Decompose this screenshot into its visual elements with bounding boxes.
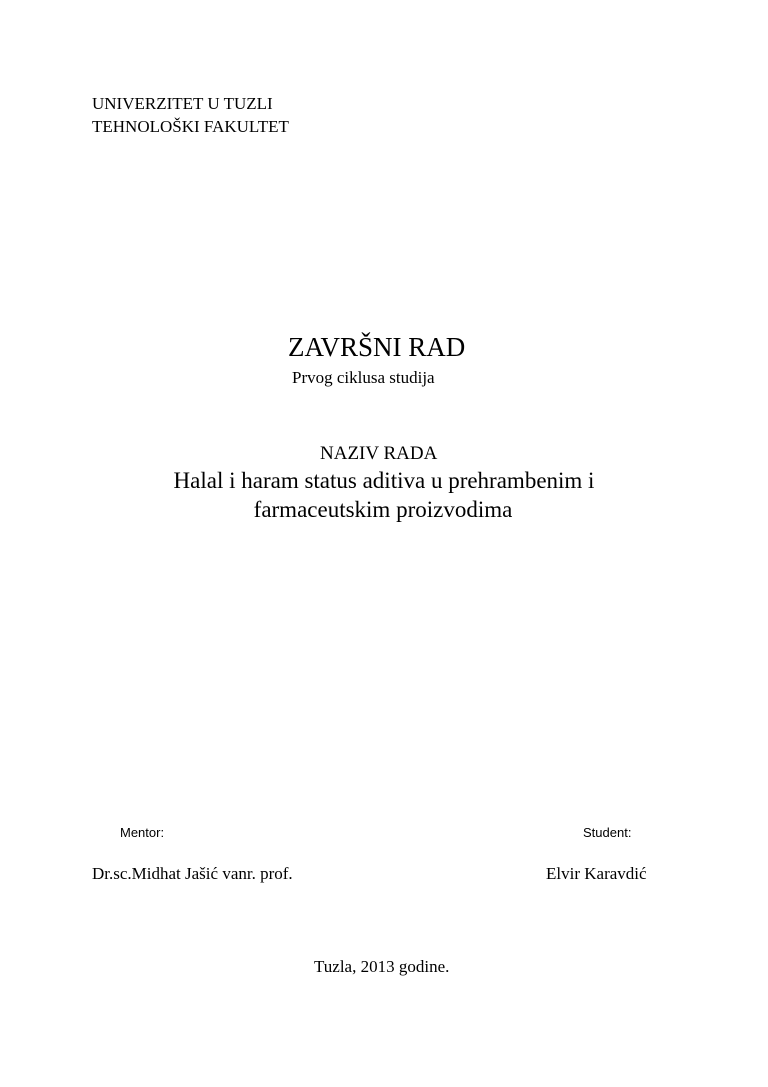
thesis-title: [0, 466, 768, 524]
mentor-label: Mentor:: [120, 825, 165, 840]
university-name: UNIVERZITET U TUZLI: [92, 94, 273, 113]
thesis-type-heading: ZAVRŠNI RAD: [288, 332, 466, 362]
study-cycle: Prvog ciklusa studija: [292, 368, 435, 387]
mentor-name: Dr.sc.Midhat Jašić vanr. prof.: [92, 864, 293, 883]
place-and-date: Tuzla, 2013 godine.: [314, 957, 450, 976]
thesis-title-line-1: Halal i haram status aditiva u prehrambenim i: [173, 468, 595, 493]
thesis-title-line-2: farmaceutskim proizvodima: [253, 497, 513, 522]
student-label: Student:: [583, 825, 632, 840]
faculty-name: TEHNOLOŠKI FAKULTET: [92, 117, 289, 136]
title-label: NAZIV RADA: [320, 443, 438, 464]
student-name: Elvir Karavdić: [546, 864, 647, 883]
